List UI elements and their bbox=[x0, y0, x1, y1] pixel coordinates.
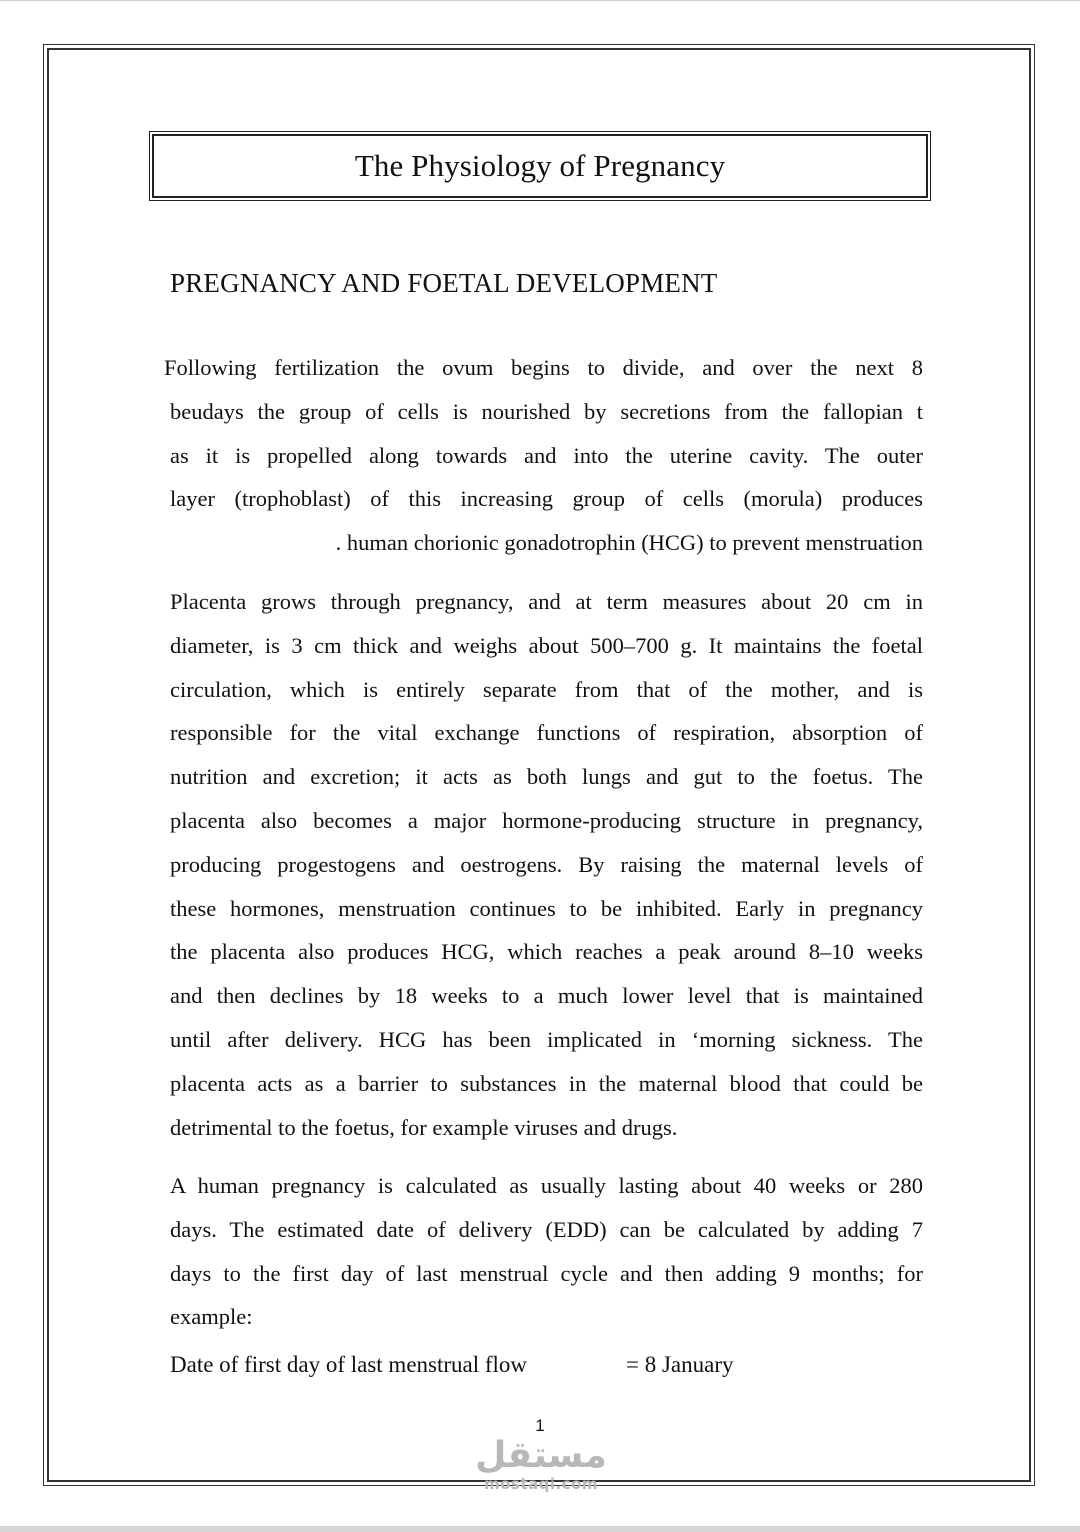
paragraph-line: Following fertilization the ovum begins to divide, and over the next 8 bbox=[164, 355, 923, 380]
paragraph-placenta bbox=[170, 580, 923, 1149]
paragraph-line: these hormones, menstruation continues to be inhibited. Early in pregnancy bbox=[170, 895, 923, 921]
paragraph-line: example: bbox=[170, 1304, 253, 1330]
paragraph-line: layer (trophoblast) of this increasing group of cells (morula) produces bbox=[170, 486, 923, 512]
page-number: 1 bbox=[535, 1416, 545, 1435]
title-box bbox=[149, 131, 931, 201]
paragraph-line: as it is propelled along towards and into the uterine cavity. The outer bbox=[170, 442, 923, 468]
paragraph-line: the placenta also produces HCG, which reaches a peak around 8–10 weeks bbox=[170, 939, 923, 965]
paragraph-line: A human pregnancy is calculated as usually lasting about 40 weeks or 280 bbox=[170, 1173, 923, 1198]
paragraph-line: detrimental to the foetus, for example viruses and drugs. bbox=[170, 1114, 678, 1140]
paragraph-line: days to the first day of last menstrual cycle and then adding 9 months; for bbox=[170, 1260, 923, 1286]
paragraph-line: placenta acts as a barrier to substances in the maternal blood that could be bbox=[170, 1070, 923, 1096]
watermark-arabic: مستقل bbox=[475, 1435, 607, 1476]
formula-label: Date of first day of last menstrual flow bbox=[170, 1352, 528, 1377]
watermark-latin: mostaqi.com bbox=[483, 1475, 599, 1493]
document-title: The Physiology of Pregnancy bbox=[354, 148, 726, 183]
top-rule bbox=[0, 0, 1080, 1]
paragraph-line: Placenta grows through pregnancy, and at term measures about 20 cm in bbox=[170, 589, 923, 614]
edd-formula-row bbox=[170, 1352, 930, 1392]
paragraph-fertilization bbox=[164, 346, 923, 565]
paragraph-line: responsible for the vital exchange functions of respiration, absorption of bbox=[170, 720, 923, 746]
paragraph-pregnancy-duration bbox=[170, 1164, 923, 1339]
paragraph-line: circulation, which is entirely separate from that of the mother, and is bbox=[170, 676, 923, 702]
paragraph-line: nutrition and excretion; it acts as both lungs and gut to the foetus. The bbox=[170, 764, 923, 790]
paragraph-line: placenta also becomes a major hormone-producing structure in pregnancy, bbox=[170, 807, 923, 833]
bottom-strip bbox=[0, 1526, 1080, 1532]
paragraph-line: beudays the group of cells is nourished by secretions from the fallopian t bbox=[170, 398, 923, 424]
paragraph-line: producing progestogens and oestrogens. By raising the maternal levels of bbox=[170, 851, 923, 877]
paragraph-line: until after delivery. HCG has been implicated in ‘morning sickness. The bbox=[170, 1026, 923, 1052]
formula-value: = 8 January bbox=[626, 1352, 734, 1377]
paragraph-line: and then declines by 18 weeks to a much lower level that is maintained bbox=[170, 983, 923, 1009]
paragraph-line: diameter, is 3 cm thick and weighs about 500–700 g. It maintains the foetal bbox=[170, 632, 923, 658]
section-heading: PREGNANCY AND FOETAL DEVELOPMENT bbox=[170, 268, 718, 298]
watermark-logo bbox=[466, 1436, 616, 1500]
paragraph-line: . human chorionic gonadotrophin (HCG) to prevent menstruation bbox=[335, 530, 923, 556]
paragraph-line: days. The estimated date of delivery (EDD) can be calculated by adding 7 bbox=[170, 1216, 923, 1242]
